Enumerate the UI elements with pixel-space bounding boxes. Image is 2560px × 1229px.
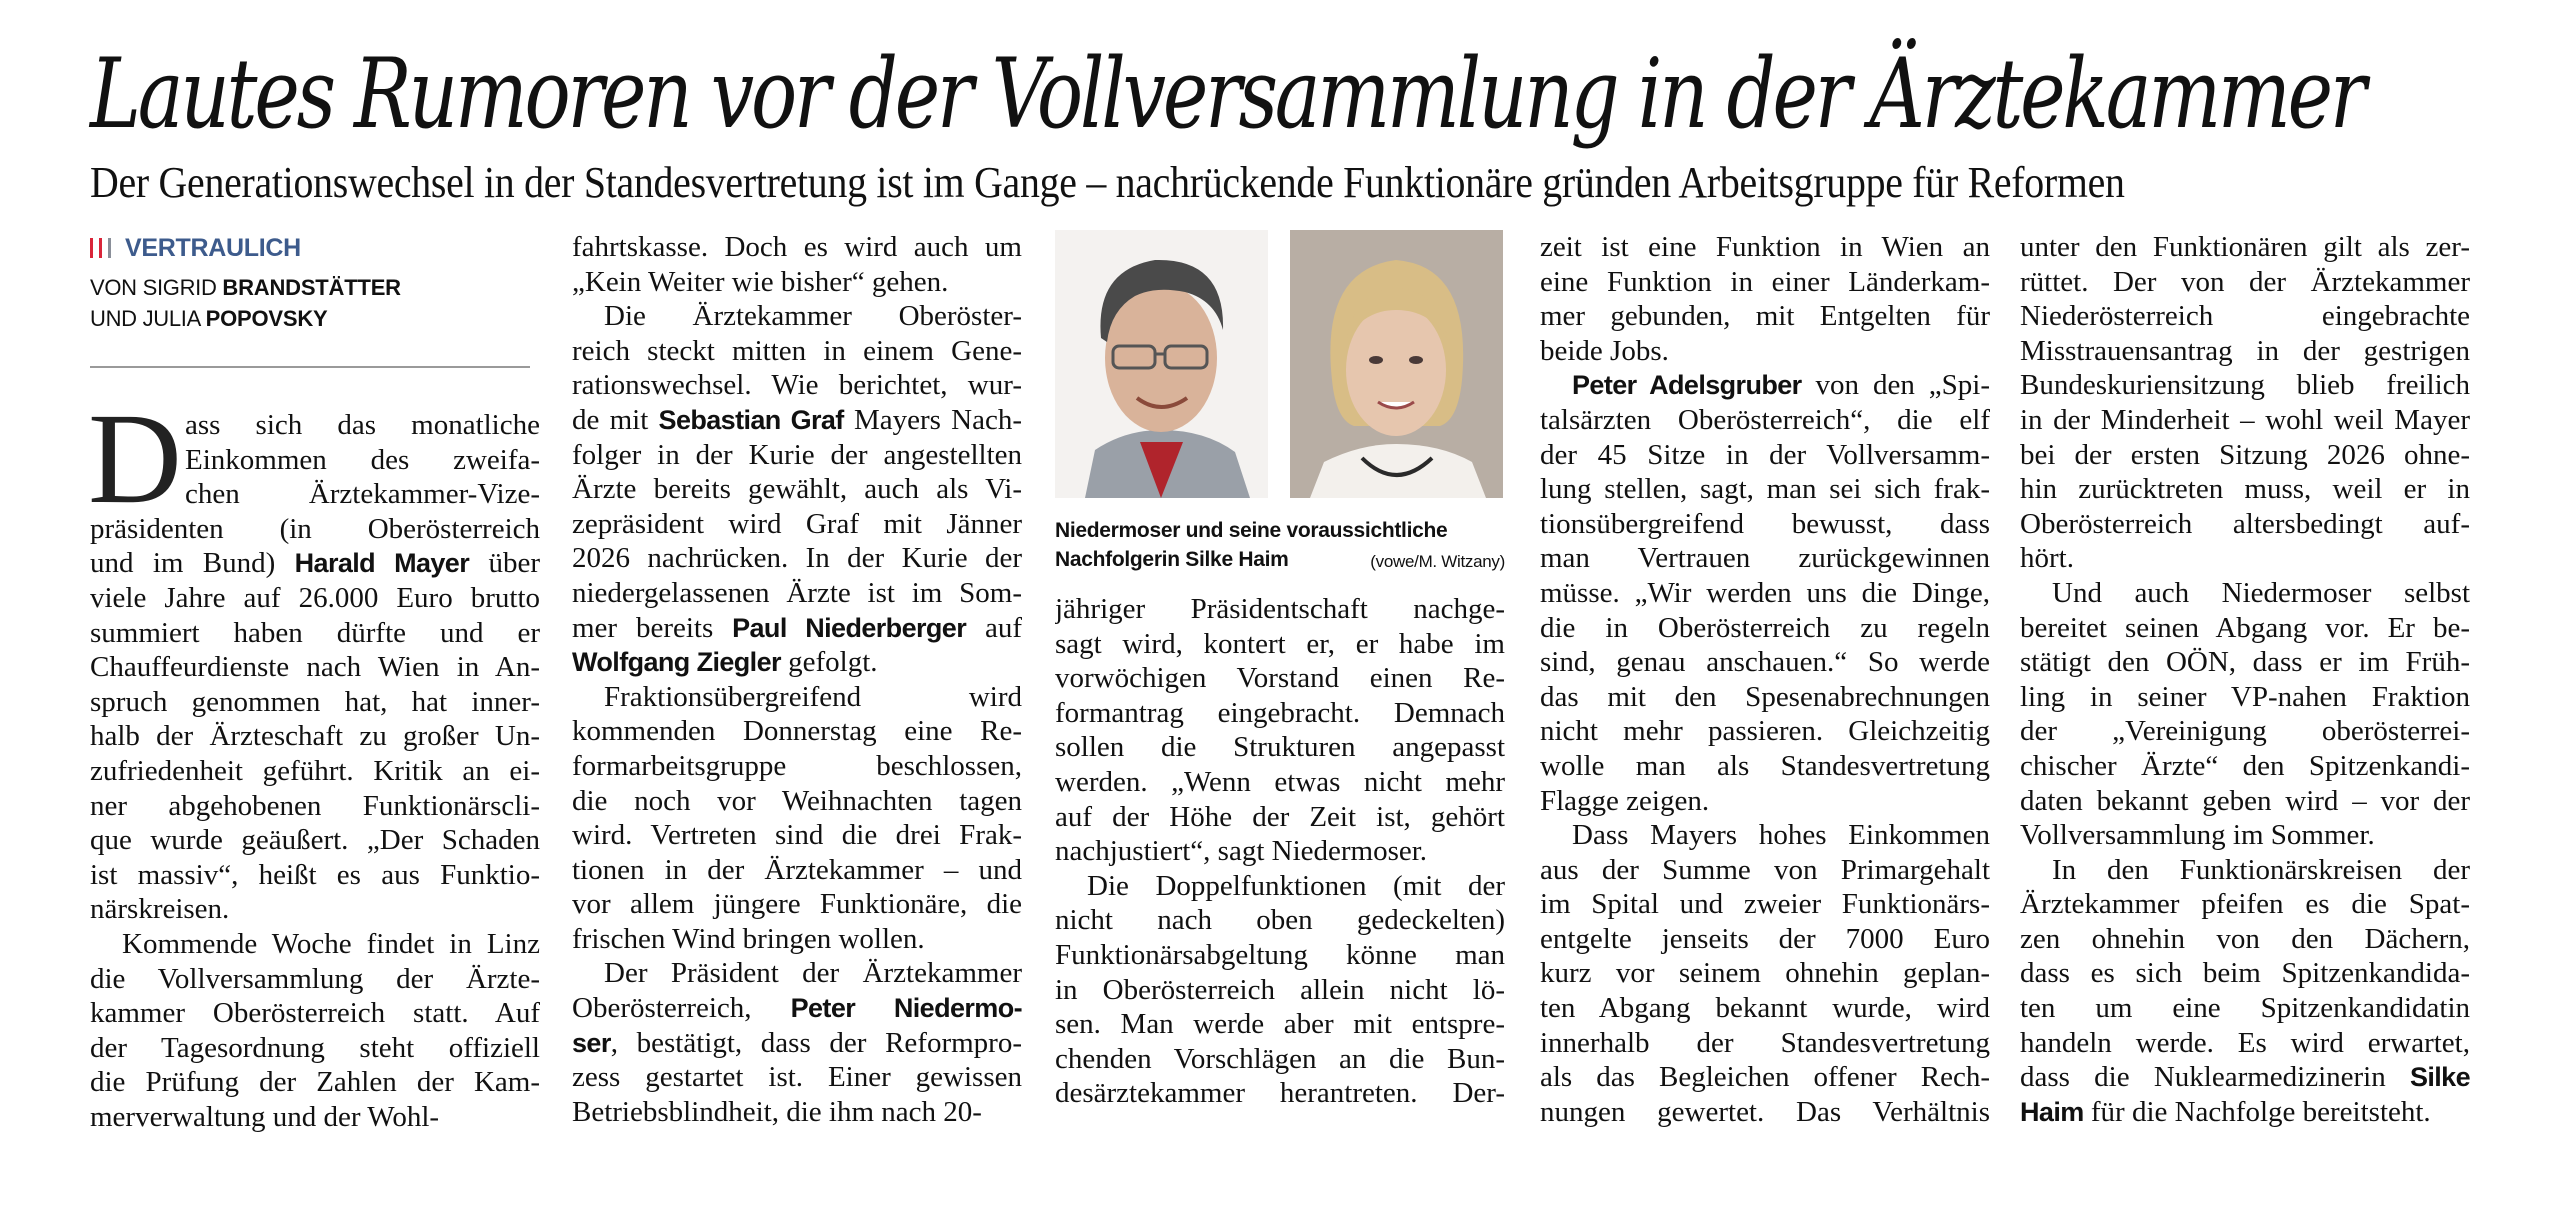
headline: Lautes Rumoren vor der Vollversammlung in der Ärztekammer	[90, 38, 2364, 150]
person-name: ser	[572, 1027, 611, 1058]
text-line: spruch genommen hat, hat inner-	[90, 685, 540, 718]
text-line: wird. Vertreten sind die drei Frak-	[572, 819, 1022, 852]
text-line: ten um eine Spitzenkandidatin	[2020, 992, 2470, 1025]
text-line: Vollversammlung im Sommer.	[2020, 819, 2375, 852]
byline-prefix-1: VON SIGRID	[90, 275, 217, 300]
text-line: bereitet seinen Abgang vor. Er be-	[2020, 611, 2470, 644]
text-line: ser, bestätigt, dass der Reformpro-	[572, 1026, 1022, 1059]
text-line: sen. Man werde aber mit entspre-	[1055, 1008, 1505, 1041]
kicker	[90, 230, 540, 266]
text-line: Chauffeurdienste nach Wien in An-	[90, 651, 540, 684]
text-line: fahrtskasse. Doch es wird auch um	[572, 231, 1022, 263]
text-line: desärztekammer herantreten. Der-	[1055, 1077, 1505, 1110]
body-column-1	[88, 387, 540, 1134]
text-line: ten Abgang bekannt wurde, wird	[1540, 992, 1990, 1025]
text-line: Die Ärztekammer Oberöster-	[604, 300, 1022, 333]
text-line: unter den Funktionären gilt als zer-	[2020, 231, 2470, 263]
text-line: hin zurücktreten muss, weil er in	[2020, 473, 2470, 506]
text-line: tionsübergreifend bewusst, dass	[1540, 507, 1990, 540]
author-2: POPOVSKY	[205, 306, 328, 331]
person-name: Sebastian Graf	[658, 404, 844, 435]
photo-caption	[1055, 516, 1505, 574]
text-line: zess gestartet ist. Einer gewissen	[572, 1061, 1022, 1094]
text-line: nicht nach oben gedeckelten)	[1055, 904, 1505, 937]
column-3	[1055, 230, 1505, 1111]
text-line: de mit Sebastian Graf Mayers Nach-	[572, 403, 1022, 436]
photo-pair	[1055, 230, 1505, 500]
text-line: daten bekannt geben wird – vor der	[2020, 784, 2470, 817]
caption-line-2: Nachfolgerin Silke Haim	[1055, 548, 1289, 571]
kicker-bars-icon	[90, 238, 111, 258]
text-line: Peter Adelsgruber von den „Spi-	[1572, 369, 1990, 402]
text-line: handeln werde. Es wird erwartet,	[2020, 1026, 2470, 1059]
person-name: Harald Mayer	[294, 548, 470, 579]
text-line: halb der Ärzteschaft zu großer Un-	[90, 720, 540, 753]
text-line: rationswechsel. Wie berichtet, wur-	[572, 369, 1022, 402]
text-line: tionen in der Ärztekammer – und	[572, 853, 1022, 886]
text-line: In den Funktionärskreisen der	[2052, 853, 2470, 886]
text-line: der Tagesordnung steht offiziell	[90, 1031, 540, 1064]
text-line: viele Jahre auf 26.000 Euro brutto	[90, 581, 540, 614]
column-5	[2020, 230, 2470, 1129]
person-name: Peter Adelsgruber	[1572, 370, 1802, 401]
text-line: die in Oberösterreich zu regeln	[1540, 611, 1990, 644]
text-line: Und auch Niedermoser selbst	[2052, 576, 2470, 609]
text-line: und im Bund) Harald Mayer über	[90, 547, 540, 580]
text-line: der „Vereinigung oberösterrei-	[2020, 715, 2470, 748]
text-line: in der Minderheit – wohl weil Mayer	[2020, 403, 2470, 436]
text-line: beide Jobs.	[1540, 334, 1669, 367]
text-line: Ärztekammer pfeifen es die Spat-	[2020, 888, 2470, 921]
text-line: zepräsident wird Graf mit Jänner	[572, 507, 1022, 540]
text-line: der 45 Sitze in der Vollversamm-	[1540, 438, 1990, 471]
text-line: 2026 nachrücken. In der Kurie der	[572, 542, 1022, 575]
text-line: folger in der Kurie der angestellten	[572, 438, 1022, 471]
text-line: zen ohnehin von den Dächern,	[2020, 922, 2470, 955]
person-name: Silke	[2409, 1062, 2470, 1093]
text-line: die Vollversammlung der Ärzte-	[90, 962, 540, 995]
text-line: Betriebsblindheit, die ihm nach 20-	[572, 1095, 982, 1128]
text-line: niedergelassenen Ärzte ist im Som-	[572, 576, 1022, 609]
text-line: Oberösterreich altersbedingt auf-	[2020, 507, 2470, 540]
text-line: Flagge zeigen.	[1540, 784, 1710, 817]
text-line: bei der ersten Sitzung 2026 ohne-	[2020, 438, 2470, 471]
text-line: dass die Nuklearmedizinerin Silke	[2020, 1061, 2470, 1094]
text-line: summiert haben dürfte und er	[90, 616, 540, 649]
text-line: mer bereits Paul Niederberger auf	[572, 611, 1022, 644]
photo-silke-haim	[1290, 230, 1503, 498]
text-line: ass sich das monatliche	[185, 409, 540, 441]
subheadline: Der Generationswechsel in der Standesvertretung ist im Gange – nachrückende Funktionäre gründen Arbeitsgruppe für Reformen	[90, 158, 2125, 207]
photo-credit: (vowe/M. Witzany)	[1370, 552, 1505, 571]
portrait-woman-image	[1290, 230, 1503, 498]
column-2	[572, 230, 1022, 1129]
text-line: die noch vor Weihnachten tagen	[572, 784, 1022, 817]
byline-divider	[90, 366, 530, 368]
text-line: ling in seiner VP-nahen Fraktion	[2020, 680, 2470, 713]
text-line: als das Begleichen offener Rech-	[1540, 1061, 1990, 1094]
text-line: dass es sich beim Spitzenkandida-	[2020, 957, 2470, 990]
person-name: Peter Niedermo-	[790, 993, 1022, 1024]
byline	[90, 272, 540, 334]
text-line: sollen die Strukturen angepasst	[1055, 731, 1505, 764]
text-line: kammer Oberösterreich statt. Auf	[90, 997, 540, 1030]
text-line: Dass Mayers hohes Einkommen	[1572, 819, 1990, 852]
text-line: man Vertrauen zurückgewinnen	[1540, 542, 1990, 575]
text-line: kommenden Donnerstag eine Re-	[572, 715, 1022, 748]
text-line: reich steckt mitten in einem Gene-	[572, 334, 1022, 367]
text-line: jähriger Präsidentschaft nachge-	[1055, 593, 1505, 625]
person-name: Haim	[2020, 1096, 2084, 1127]
text-line: sind, genau anschauen.“ So werde	[1540, 646, 1990, 679]
text-line: müsse. „Wir werden uns die Dinge,	[1540, 576, 1990, 609]
text-line: zufriedenheit geführt. Kritik an ei-	[90, 754, 540, 787]
text-line: Einkommen des zweifa-	[185, 443, 540, 476]
author-1: BRANDSTÄTTER	[222, 275, 401, 300]
text-line: Haim für die Nachfolge bereitsteht.	[2020, 1095, 2431, 1128]
person-name: Wolfgang Ziegler	[572, 647, 781, 678]
text-line: talsärzten Oberösterreich“, die elf	[1540, 403, 1990, 436]
text-line: chen Ärztekammer-Vize-	[185, 478, 540, 511]
kicker-label: VERTRAULICH	[125, 233, 301, 262]
photo-niedermoser	[1055, 230, 1268, 498]
text-line: formarbeitsgruppe beschlossen,	[572, 749, 1022, 782]
text-line: chenden Vorschlägen an die Bun-	[1055, 1042, 1505, 1075]
text-line: chischer Ärzte“ den Spitzenkandi-	[2020, 749, 2470, 782]
text-line: Fraktionsübergreifend wird	[604, 680, 1022, 713]
text-line: Wolfgang Ziegler gefolgt.	[572, 646, 878, 679]
text-line: Ärzte bereits gewählt, auch als Vi-	[572, 473, 1022, 506]
text-line: Bundeskuriensitzung blieb freilich	[2020, 369, 2470, 402]
text-line: stätigt den OÖN, dass er im Früh-	[2020, 646, 2470, 679]
text-line: frischen Wind bringen wollen.	[572, 922, 925, 955]
text-line: entgelte jenseits der 7000 Euro	[1540, 922, 1990, 955]
person-name: Paul Niederberger	[732, 612, 967, 643]
text-line: vor allem jüngere Funktionäre, die	[572, 888, 1022, 921]
text-line: eine Funktion in einer Länderkam-	[1540, 265, 1990, 298]
text-line: nachjustiert“, sagt Niedermoser.	[1055, 835, 1428, 868]
text-line: mer gebunden, mit Entgelten für	[1540, 300, 1990, 333]
text-line: präsidenten (in Oberösterreich	[90, 512, 540, 545]
text-line: merverwaltung und der Wohl-	[90, 1100, 440, 1133]
text-line: formantrag eingebracht. Demnach	[1055, 696, 1505, 729]
text-line: Niederösterreich eingebrachte	[2020, 300, 2470, 333]
text-line: que wurde geäußert. „Der Schaden	[90, 824, 540, 857]
text-line: Funktionärsabgeltung könne man	[1055, 938, 1505, 971]
text-line: Die Doppelfunktionen (mit der	[1087, 869, 1505, 902]
text-line: närskreisen.	[90, 893, 230, 926]
column-4	[1540, 230, 1990, 1129]
text-line: Oberösterreich, Peter Niedermo-	[572, 992, 1022, 1025]
text-line: rüttet. Der von der Ärztekammer	[2020, 265, 2470, 298]
text-line: lung stellen, sagt, man sei sich frak-	[1540, 473, 1990, 506]
caption-line-1: Niedermoser und seine voraussichtliche	[1055, 519, 1448, 542]
text-line: Der Präsident der Ärztekammer	[604, 957, 1022, 990]
text-line: die Prüfung der Zahlen der Kam-	[90, 1066, 540, 1099]
text-line: wolle man als Standesvertretung	[1540, 749, 1990, 782]
dropcap: D	[88, 387, 182, 531]
text-line: das mit den Spesenabrechnungen	[1540, 680, 1990, 713]
text-line: auf der Höhe der Zeit ist, gehört	[1055, 800, 1505, 833]
text-line: nungen gewertet. Das Verhältnis	[1540, 1095, 1990, 1128]
text-line: kurz vor seinem ohnehin geplan-	[1540, 957, 1990, 990]
text-line: „Kein Weiter wie bisher“ gehen.	[572, 265, 949, 298]
text-line: innerhalb der Standesvertretung	[1540, 1026, 1990, 1059]
text-line: im Spital und zweier Funktionärs-	[1540, 888, 1990, 921]
text-line: zeit ist eine Funktion in Wien an	[1540, 231, 1990, 263]
text-line: sagt wird, kontert er, er habe im	[1055, 627, 1505, 660]
text-line: werden. „Wenn etwas nicht mehr	[1055, 765, 1505, 798]
text-line: ner abgehobenen Funktionärscli-	[90, 789, 540, 822]
text-line: Kommende Woche findet in Linz	[122, 927, 540, 960]
text-line: vorwöchigen Vorstand einen Re-	[1055, 662, 1505, 695]
text-line: Misstrauensantrag in der gestrigen	[2020, 334, 2470, 367]
column-1	[90, 230, 540, 1134]
text-line: hört.	[2020, 542, 2074, 575]
text-line: in Oberösterreich allein nicht lö-	[1055, 973, 1505, 1006]
text-line: aus der Summe von Primargehalt	[1540, 853, 1990, 886]
byline-prefix-2: UND JULIA	[90, 306, 200, 331]
portrait-man-image	[1055, 230, 1268, 498]
text-line: nicht mehr passieren. Gleichzeitig	[1540, 715, 1990, 748]
text-line: ist massiv“, heißt es aus Funktio-	[90, 858, 540, 891]
